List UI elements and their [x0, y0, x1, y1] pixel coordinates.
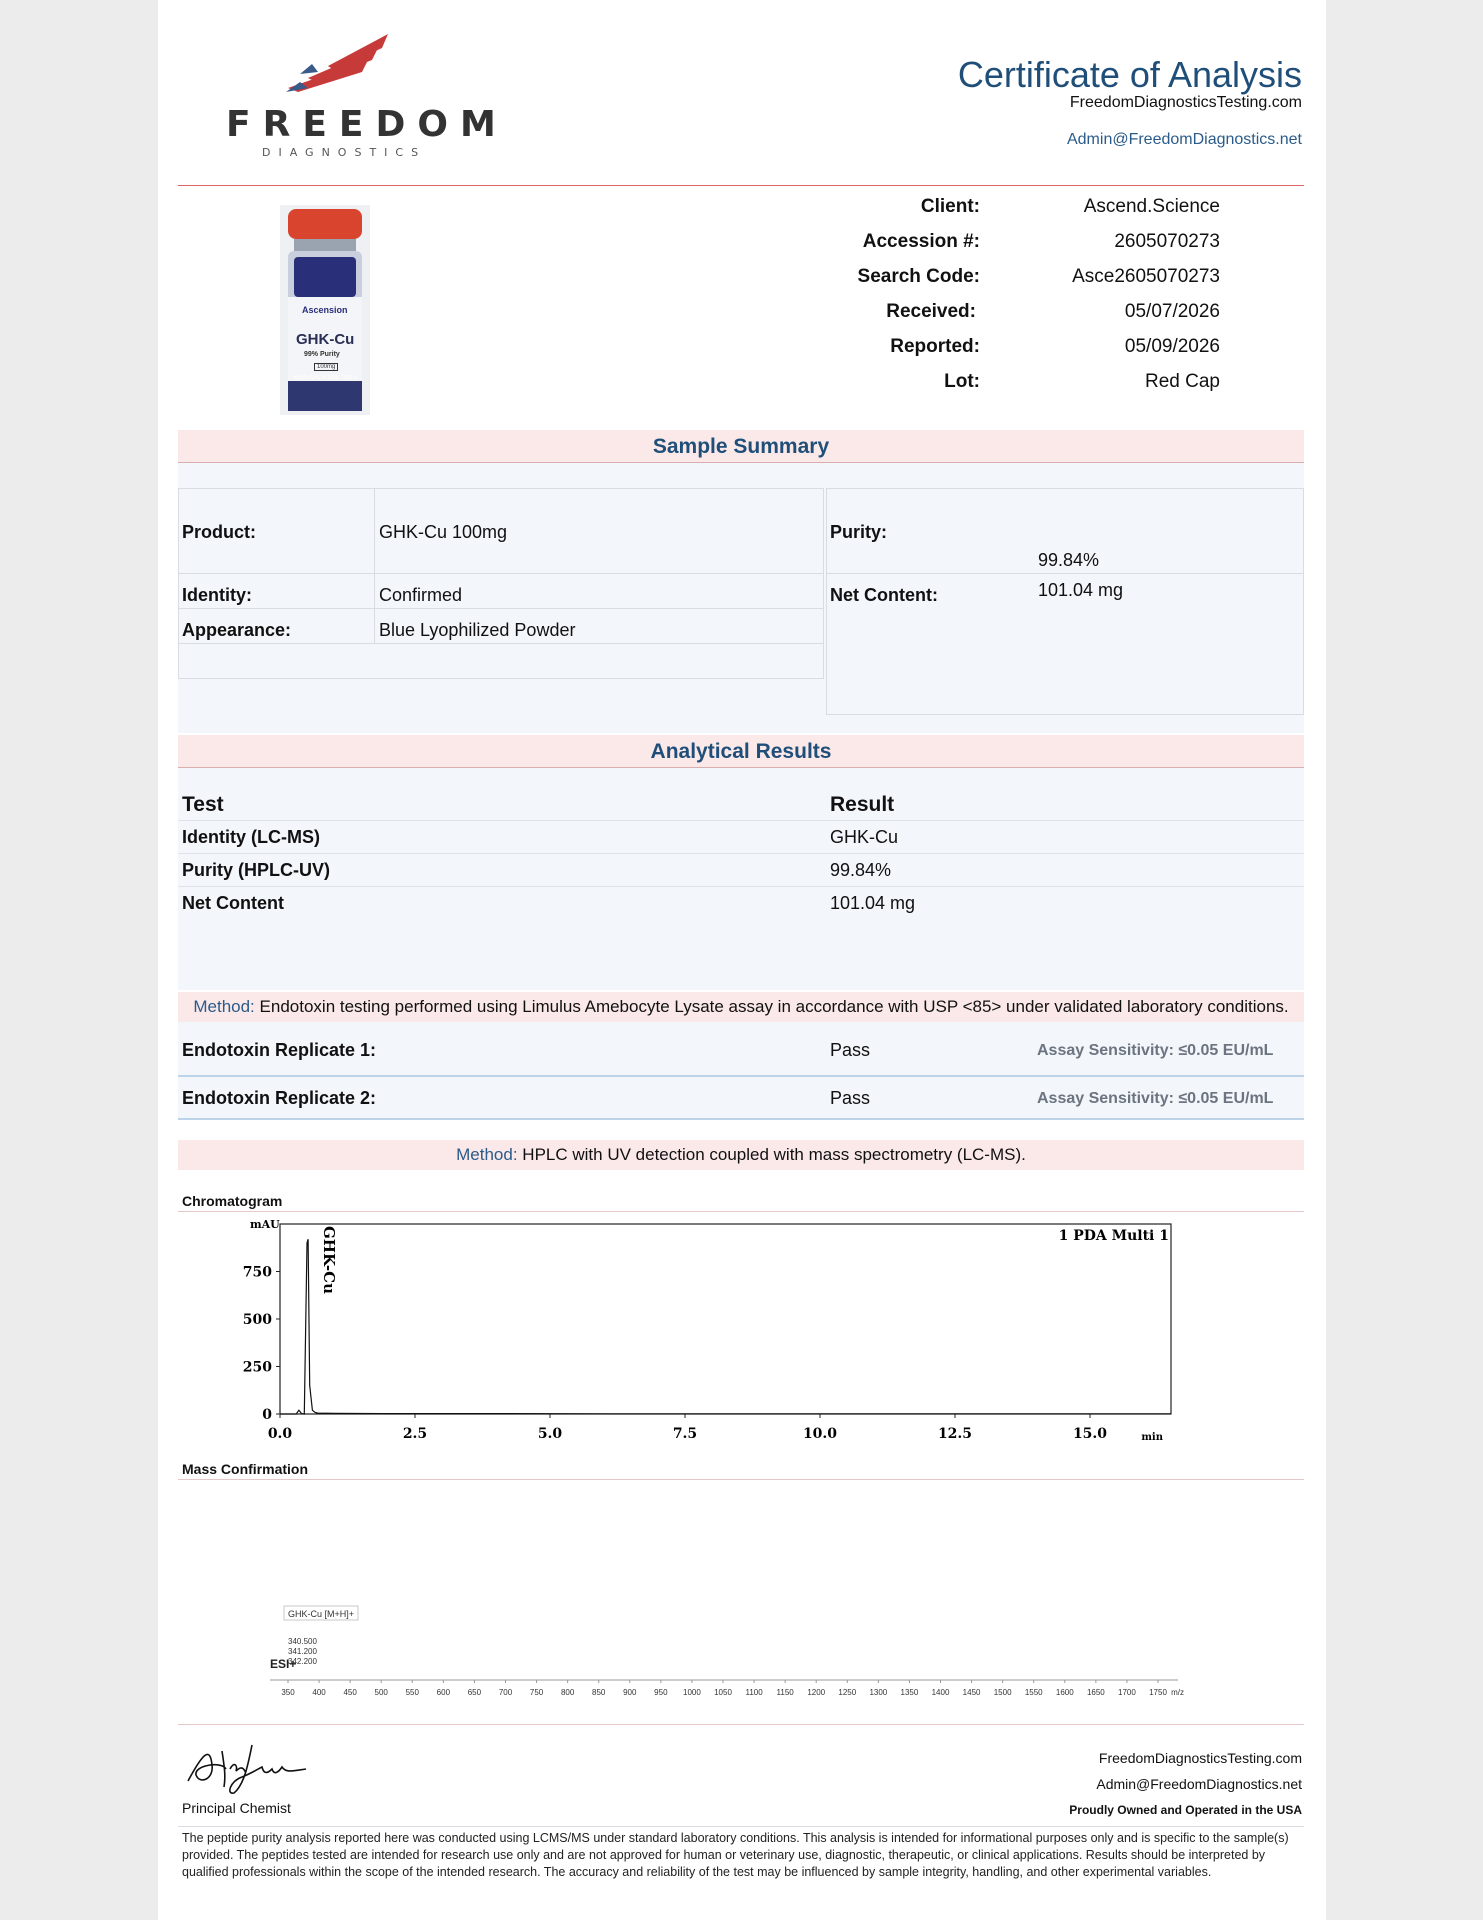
client-value: Ascend.Science: [1083, 196, 1220, 217]
row-divider: [178, 853, 1304, 854]
mass-x-tick-label: 1350: [900, 1688, 919, 1697]
y-tick-label: 0: [262, 1407, 272, 1423]
results-table: [178, 768, 1304, 990]
peak-label: GHK-Cu: [320, 1226, 339, 1294]
mass-x-tick-label: 750: [529, 1688, 544, 1697]
vial-dose: 100mg: [314, 363, 338, 371]
mass-x-tick-label: 900: [623, 1688, 637, 1697]
analytical-results-band: [178, 735, 1304, 767]
mass-x-tick-label: 700: [498, 1688, 513, 1697]
endotoxin-method-band: [178, 992, 1304, 1022]
signature-image: [182, 1735, 312, 1795]
endotoxin-rep1-label: Endotoxin Replicate 1:: [182, 1040, 377, 1060]
method-label: Method:: [456, 1145, 518, 1164]
endotoxin-rep2-label: Endotoxin Replicate 2:: [182, 1088, 377, 1108]
logo-subtitle: DIAGNOSTICS: [262, 146, 427, 159]
mass-x-tick-label: 1400: [931, 1688, 950, 1697]
mass-x-tick-label: 1250: [838, 1688, 857, 1697]
header-email: Admin@FreedomDiagnostics.net: [1066, 131, 1302, 148]
product-value: GHK-Cu 100mg: [379, 522, 508, 542]
summary-cell: [178, 643, 824, 679]
disclaimer: The peptide purity analysis reported here was conducted using LCMS/MS under standard laboratory conditions. This analysis is intended for informational purposes only and is specific to the sample(s) provided. The peptides tested are intended for research use only and are not approved for human or veterinary use, diagnostic, therapeutic, or clinical applications. Results should be interpreted by qualified professionals within the scope of the intended research. The accuracy and reliability of the test may be influenced by sample integrity, handling, and other experimental variables.: [182, 1831, 1289, 1879]
mass-peak-label: GHK-Cu [M+H]+: [288, 1609, 355, 1619]
result-test-identity: Identity (LC-MS): [182, 827, 320, 847]
mass-x-tick-label: 800: [560, 1688, 575, 1697]
result-value-identity: GHK-Cu: [830, 827, 899, 847]
footer-owned: Proudly Owned and Operated in the USA: [1069, 1803, 1302, 1817]
results-col-result: Result: [830, 793, 895, 816]
y-axis-unit: mAU: [250, 1218, 280, 1231]
vial-purity: 99% Purity: [304, 351, 340, 358]
logo-wordmark: FREEDOM: [226, 104, 508, 145]
result-test-net: Net Content: [182, 893, 284, 913]
mass-x-tick-label: 1600: [1055, 1688, 1074, 1697]
analytical-results-title: Analytical Results: [650, 740, 832, 763]
mass-x-tick-label: 1050: [714, 1688, 732, 1697]
row-divider: [178, 886, 1304, 887]
mass-x-tick-label: 550: [405, 1688, 419, 1697]
endotoxin-rep1-value: Pass: [830, 1040, 871, 1060]
x-tick-label: 12.5: [937, 1426, 973, 1442]
result-value-purity: 99.84%: [830, 860, 892, 880]
net-content-value: 101.04 mg: [1038, 580, 1124, 600]
disclaimer-divider: [178, 1826, 1304, 1827]
method-text: Endotoxin testing performed using Limulus Amebocyte Lysate assay in accordance with USP <85> under validated laboratory conditions.: [259, 997, 1289, 1016]
footer-website: FreedomDiagnosticsTesting.com: [1098, 1750, 1302, 1766]
mass-spectrum-chart: [258, 1596, 1238, 1700]
mass-x-unit: m/z: [1171, 1688, 1184, 1697]
mass-peak-value: 342.200: [288, 1657, 317, 1666]
net-content-label: Net Content:: [830, 585, 938, 605]
mass-x-tick-label: 1500: [993, 1688, 1012, 1697]
row-divider: [178, 1118, 1304, 1120]
y-tick-label: 500: [242, 1312, 272, 1328]
mass-x-tick-label: 1450: [962, 1688, 981, 1697]
sample-summary-band: [178, 430, 1304, 462]
mass-x-tick-label: 350: [281, 1688, 295, 1697]
result-test-purity: Purity (HPLC-UV): [182, 860, 330, 880]
chromatogram-divider: [178, 1211, 1304, 1212]
appearance-value: Blue Lyophilized Powder: [379, 620, 576, 640]
ionization-mode-label: ESI+: [270, 1657, 297, 1671]
lot-label: Lot:: [944, 371, 980, 392]
endotoxin-rep1-sensitivity: Assay Sensitivity: ≤0.05 EU/mL: [1037, 1042, 1274, 1059]
vial-ruo: RESEARCH USE ONLY: [292, 375, 358, 381]
endotoxin-rep2-value: Pass: [830, 1088, 871, 1108]
x-tick-label: 0.0: [267, 1426, 293, 1442]
chromatogram-title: Chromatogram: [182, 1193, 283, 1209]
endotoxin-method: [178, 992, 1304, 1022]
footer-email: Admin@FreedomDiagnostics.net: [1096, 1776, 1302, 1792]
header-divider: [178, 185, 1304, 186]
x-tick-label: 2.5: [402, 1426, 428, 1442]
mass-x-tick-label: 1000: [683, 1688, 701, 1697]
lot-value: Red Cap: [1145, 371, 1220, 392]
chromatogram-trace: [280, 1239, 1171, 1414]
mass-x-tick-label: 650: [467, 1688, 482, 1697]
search-code-value: Asce2605070273: [1072, 266, 1220, 287]
row-divider: [178, 820, 1304, 821]
method-label: Method:: [193, 997, 255, 1016]
y-tick-label: 250: [242, 1359, 272, 1376]
vial-product: GHK-Cu: [296, 331, 355, 348]
vial-brand: Ascension: [302, 305, 348, 315]
mass-x-tick-label: 600: [436, 1688, 451, 1697]
row-divider: [178, 1075, 1304, 1077]
logo-wings-icon: [278, 30, 398, 100]
hplc-method-band: [178, 1140, 1304, 1170]
mass-x-tick-label: 1150: [776, 1688, 794, 1697]
document-title: Certificate of Analysis: [957, 54, 1302, 95]
chromatogram-plot-frame: [280, 1224, 1171, 1414]
received-value: 05/07/2026: [1124, 301, 1220, 322]
mass-x-tick-label: 1200: [807, 1688, 826, 1697]
chromatogram-chart: [238, 1214, 1238, 1446]
mass-divider: [178, 1479, 1304, 1480]
identity-label: Identity:: [182, 585, 252, 605]
endotoxin-rep2-sensitivity: Assay Sensitivity: ≤0.05 EU/mL: [1037, 1090, 1274, 1107]
mass-x-tick-label: 1100: [745, 1688, 763, 1697]
signer-role: Principal Chemist: [182, 1800, 291, 1816]
client-label: Client:: [920, 196, 980, 217]
mass-x-tick-label: 450: [343, 1688, 357, 1697]
x-tick-label: 7.5: [672, 1426, 698, 1442]
mass-confirmation-title: Mass Confirmation: [182, 1461, 309, 1477]
reported-label: Reported:: [890, 336, 980, 357]
x-axis-unit: min: [1141, 1432, 1163, 1443]
mass-x-tick-label: 1550: [1024, 1688, 1043, 1697]
results-col-test: Test: [182, 793, 224, 816]
mass-x-tick-label: 1750: [1149, 1688, 1167, 1697]
sample-summary-title: Sample Summary: [652, 435, 830, 458]
mass-peak-value: 341.200: [288, 1647, 317, 1656]
mass-x-tick-label: 950: [654, 1688, 668, 1697]
mass-x-tick-label: 1300: [869, 1688, 888, 1697]
x-tick-label: 10.0: [802, 1426, 838, 1442]
product-label: Product:: [182, 522, 256, 542]
x-tick-label: 15.0: [1072, 1426, 1108, 1442]
mass-x-tick-label: 500: [374, 1688, 388, 1697]
search-code-label: Search Code:: [857, 266, 980, 287]
appearance-label: Appearance:: [182, 620, 292, 640]
y-tick-label: 750: [242, 1264, 272, 1281]
accession-label: Accession #:: [862, 231, 980, 252]
footer-divider: [178, 1724, 1304, 1725]
mass-x-tick-label: 1650: [1086, 1688, 1105, 1697]
product-vial-image: [280, 205, 370, 415]
certificate-page: [158, 0, 1326, 1920]
received-label: Received:: [886, 301, 976, 322]
accession-value: 2605070273: [1114, 231, 1220, 252]
mass-x-tick-label: 850: [592, 1688, 606, 1697]
mass-x-tick-label: 1700: [1118, 1688, 1136, 1697]
purity-label: Purity:: [830, 522, 888, 542]
result-value-net: 101.04 mg: [830, 893, 916, 913]
purity-value: 99.84%: [1038, 550, 1100, 570]
detector-label: 1 PDA Multi 1: [1058, 1228, 1169, 1244]
header-website: FreedomDiagnosticsTesting.com: [1069, 94, 1302, 111]
mass-peak-value: 340.500: [288, 1637, 317, 1646]
identity-value: Confirmed: [379, 585, 463, 605]
reported-value: 05/09/2026: [1124, 336, 1220, 357]
method-text: HPLC with UV detection coupled with mass spectrometry (LC-MS).: [522, 1145, 1026, 1164]
signature-icon: [182, 1735, 312, 1795]
mass-x-tick-label: 400: [312, 1688, 326, 1697]
x-tick-label: 5.0: [537, 1426, 563, 1442]
hplc-method: [178, 1140, 1304, 1170]
